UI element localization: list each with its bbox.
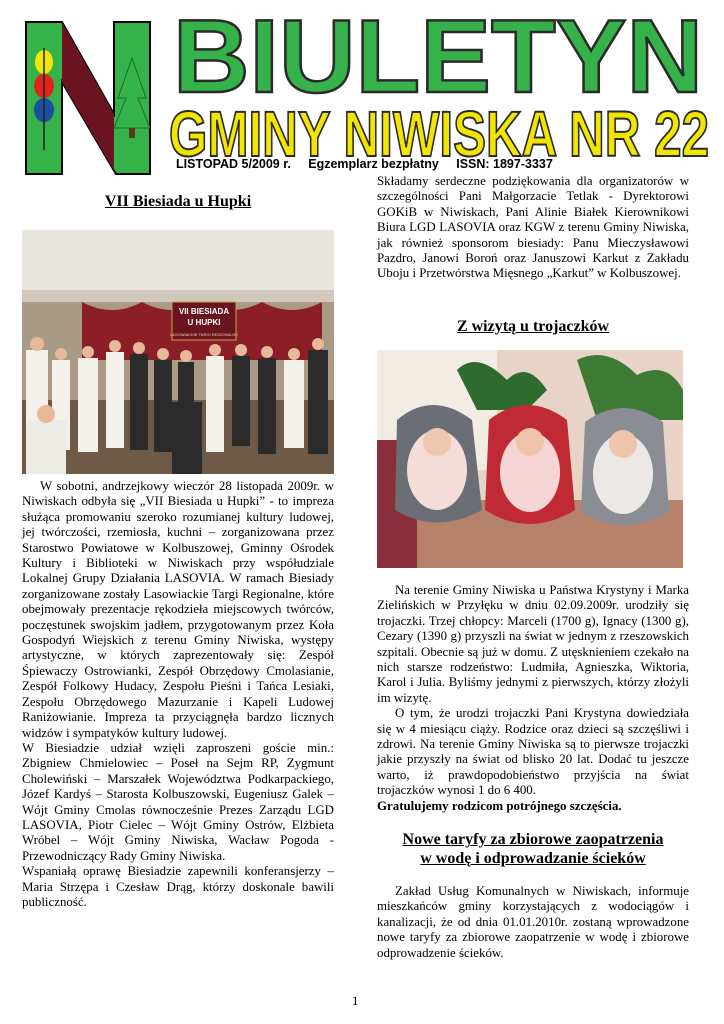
- triplets-photo: [377, 350, 683, 568]
- article-heading-biesiada: VII Biesiada u Hupki: [104, 193, 252, 210]
- banner-line-1: VII BIESIADA: [178, 307, 230, 316]
- issn: ISSN: 1897-3337: [456, 157, 553, 171]
- paragraph: O tym, że urodzi trojaczki Pani Krystyna dowiedziała się w 4 miesiącu ciąży. Rodzice oraz dzieci są szczęśliwi i zdrowi. Na terenie Gminy Niwiska są to pierwsze trojaczki jakie przyszły na świat od blisko 20 lat. Dodać tu jeszcze warto, iż prawdopodobieństwo przyjścia na świat trojaczków wynosi 1 do 6 400.: [377, 706, 689, 798]
- paragraph: W sobotni, andrzejkowy wieczór 28 listopada 2009r. w Niwiskach odbyła się „VII Biesiada u Hupki” - to impreza służąca promowaniu szeroko rozumianej kultury ludowej, jej twórczości, rzemiosła, kuchni – zorganizowana przez Starostwo Powiatowe w Kolbuszowej, Gminny Ośrodek Kultury i Biblioteki w Niwiskach przy współudziale Lokalnej Grupy Działania LASOVIA. W ramach Biesiady zorganizowane zostały Lasowiackie Targi Regionalne, które obejmowały prezentacje rękodzieła miejscowych twórców, poczęstunek swojskim jadłem, przygotowanym przez Koła Gospodyń Wiejskich z terenu Gminy Niwiska, występy artystyczne, w których zaprezentowały się: Zespół Śpiewaczy Ostrowianki, Zespół Obrzędowy Cmolasianie, Zespół Folkowy Hudacy, Zespołu Pieśni i Tańca Lesiaki, Zespołu Obrzędowego Mazurzanie i Kapeli Ludowej Raniżowianie. Impreza ta przyciągnęła bardzo licznych widzów i sympatyków kultury ludowej.: [22, 479, 334, 740]
- congratulations: Gratulujemy rodzicom potrójnego szczęścia.: [377, 798, 622, 813]
- heading-line: Nowe taryfy za zbiorowe zaopatrzenia: [402, 831, 664, 848]
- banner-line-2: U HUPKI: [187, 318, 221, 327]
- newsletter-title: [168, 10, 708, 102]
- svg-text:BIULETYN: BIULETYN: [173, 10, 703, 102]
- gmina-logo: [22, 18, 156, 178]
- article-heading-tariffs: [377, 830, 689, 868]
- paragraph: Na terenie Gminy Niwiska u Państwa Krystyny i Marka Zielińskich w Przyłęku w dniu 02.09.2009r. urodziły się trojaczki. Trzej chłopcy: Marceli (1700 g), Ignacy (1300 g), Cezary (1390 g) przyszli na świat w jednym z rzeszowskich szpitali. Obecnie są już w domu. Z utęsknieniem czekało na nich starsze rodzeństwo: Ludmiła, Agnieszka, Wiktoria, Karol i Julia. Byliśmy jednymi z pierwszych, którzy złożyli im wizytę.: [377, 583, 689, 705]
- biesiada-photo: [22, 230, 334, 474]
- article-body-tariffs: [377, 884, 689, 961]
- banner-line-3: LASOWIACKIE TARGI REGIONALNE: [170, 332, 238, 337]
- article-heading-triplets: Z wizytą u trojaczków: [456, 318, 610, 335]
- newsletter-subtitle: [164, 104, 714, 162]
- paragraph: Wspaniałą oprawę Biesiadzie zapewnili konferansjerzy – Maria Strzępa i Czesław Drąg, którzy doskonale bawili publiczność.: [22, 864, 334, 909]
- svg-text:GMINY NIWISKA NR 22: GMINY NIWISKA NR 22: [169, 104, 709, 162]
- article-body-triplets: [377, 583, 689, 814]
- edition-note: Egzemplarz bezpłatny: [308, 157, 439, 171]
- paragraph: W Biesiadzie udział wzięli zaproszeni goście min.: Zbigniew Chmielowiec – Poseł na Sejm RP, Zygmunt Cholewiński – Marszałek Województwa Podkarpackiego, Józef Kardyś – Starosta Kolbuszowski, Eugeniusz Galek – Wójt Gminy Cmolas równocześnie Prezes Zarządu LGD LASOVIA, Piotr Cielec – Wójt Gminy Ostrów, Elżbieta Wróbel – Wójt Gminy Niwiska, Wacław Pogoda - Przewodniczący Rady Gminy Niwiska.: [22, 740, 334, 863]
- heading-line: w wodę i odprowadzanie ścieków: [420, 850, 646, 867]
- article-body-biesiada: [22, 479, 334, 910]
- thanks-paragraph: [377, 174, 689, 282]
- paragraph: Zakład Usług Komunalnych w Niwiskach, informuje mieszkańców gminy korzystających z wodociągów i kanalizacji, że od dnia 01.01.2010r. zostaną wprowadzone nowe taryfy za zbiorowe zaopatrzenie w wodę i zbiorowe odprowadzenie ścieków.: [377, 884, 689, 960]
- page-number: 1: [352, 993, 359, 1008]
- paragraph: Składamy serdeczne podziękowania dla organizatorów w szczególności Pani Małgorzacie Tetlak - Dyrektorowi GOKiB w Niwiskach, Pani Alinie Białek Kierownikowi Biura LGD LASOVIA oraz KGW z terenu Gminy Niwiska, jak również sponsorom biesiady: Panu Mieczysławowi Pazdro, Janowi Boroń oraz Januszowi Karkut z Zakładu Uboju i Przetwórstwa Mięsnego „Karkut” w Kolbuszowej.: [377, 174, 689, 281]
- issue-line: [176, 157, 553, 171]
- issue-date: LISTOPAD 5/2009 r.: [176, 157, 291, 171]
